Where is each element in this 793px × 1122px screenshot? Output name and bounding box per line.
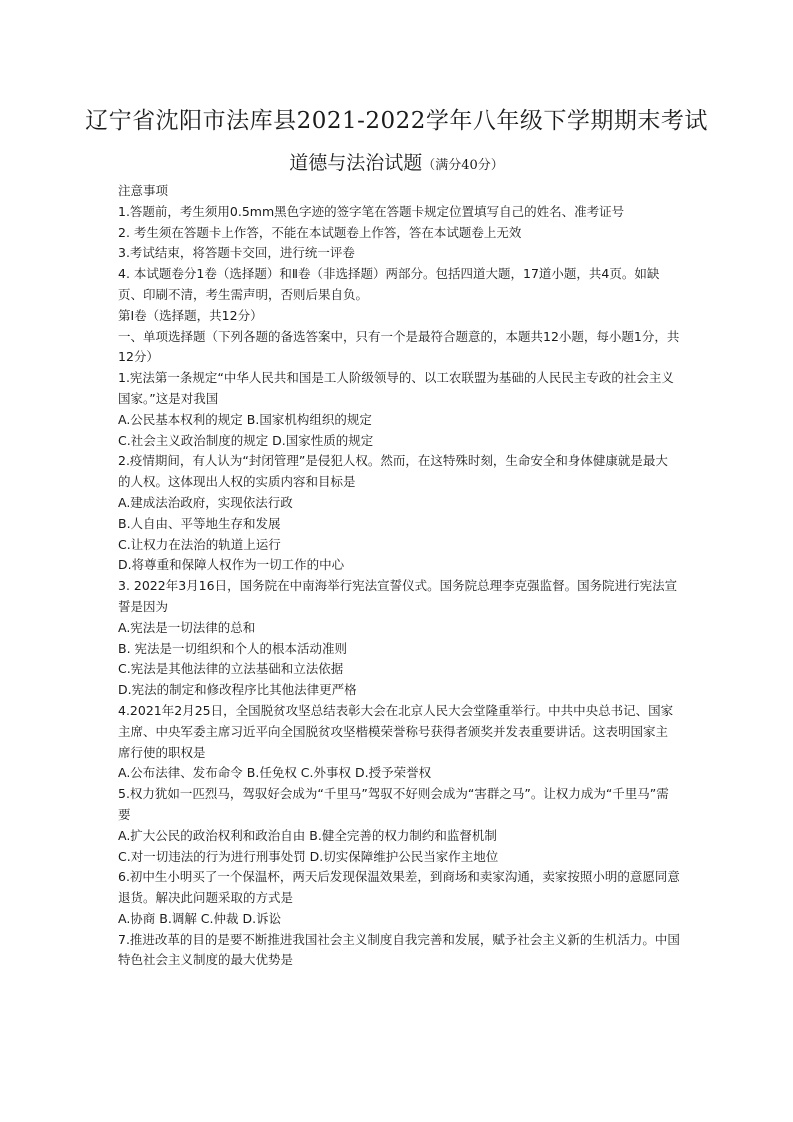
text-line: C.宪法是其他法律的立法基础和立法依据 <box>118 661 344 677</box>
text-line: C.对一切违法的行为进行刑事处罚 D.切实保障维护公民当家作主地位 <box>118 848 499 864</box>
exam-body <box>118 181 680 971</box>
text-line: 一、单项选择题（下列各题的备选答案中，只有一个是最符合题意的，本题共12小题，每小题1分，共12分） <box>118 328 680 365</box>
text-line: 2.疫情期间，有人认为“封闭管理”是侵犯人权。然而，在这特殊时刻，生命安全和身体健康就是最大的人权。这体现出人权的实质内容和目标是 <box>118 453 668 490</box>
text-line: B.人自由、平等地生存和发展 <box>118 515 281 531</box>
text-line: 3.考试结束，将答题卡交回，进行统一评卷 <box>118 245 355 261</box>
text-line: 第Ⅰ卷（选择题，共12分） <box>118 307 263 323</box>
text-line: 3. 2022年3月16日，国务院在中南海举行宪法宣誓仪式。国务院总理李克强监督。国务院进行宪法宣誓是因为 <box>118 578 678 614</box>
text-line: A.协商 B.调解 C.仲裁 D.诉讼 <box>118 910 282 926</box>
subtitle-main: 道德与法治试题 <box>289 152 423 174</box>
text-line: A.公民基本权利的规定 B.国家机构组织的规定 <box>118 411 372 427</box>
text-line: C.让权力在法治的轨道上运行 <box>118 536 281 552</box>
text-line: A.宪法是一切法律的总和 <box>118 619 256 635</box>
text-line: 6.初中生小明买了一个保温杯，两天后发现保温效果差，到商场和卖家沟通，卖家按照小明的意愿同意退货。解决此问题采取的方式是 <box>118 869 680 906</box>
text-line: A.建成法治政府，实现依法行政 <box>118 494 293 510</box>
text-line: D.将尊重和保障人权作为一切工作的中心 <box>118 557 345 573</box>
text-line: 1.宪法第一条规定“中华人民共和国是工人阶级领导的、以工农联盟为基础的人民民主专政的社会主义国家。”这是对我国 <box>118 370 674 406</box>
text-line: 4.2021年2月25日，全国脱贫攻坚总结表彰大会在北京人民大会堂隆重举行。中共中央总书记、国家主席、中央军委主席习近平向全国脱贫攻坚楷模荣誉称号获得者颁奖并发表重要讲话。这表明国家主席行使的职权是 <box>118 702 674 760</box>
text-line: 注意事项 <box>118 183 169 198</box>
text-line: A.公布法律、发布命令 B.任免权 C.外事权 D.授予荣誉权 <box>118 765 432 781</box>
text-line: 2. 考生须在答题卡上作答，不能在本试题卷上作答，答在本试题卷上无效 <box>118 224 522 240</box>
text-line: 4. 本试题卷分1卷（选择题）和Ⅱ卷（非选择题）两部分。包括四道大题，17道小题，共4页。如缺页、印刷不清，考生需声明，否则后果自负。 <box>118 266 660 302</box>
text-line: D.宪法的制定和修改程序比其他法律更严格 <box>118 682 357 698</box>
text-line: 1.答题前，考生须用0.5mm黑色字迹的签字笔在答题卡规定位置填写自己的姓名、准考证号 <box>118 203 625 219</box>
text-line: 7.推进改革的目的是要不断推进我国社会主义制度自我完善和发展，赋予社会主义新的生机活力。中国特色社会主义制度的最大优势是 <box>118 931 680 968</box>
text-line: A.扩大公民的政治权利和政治自由 B.健全完善的权力制约和监督机制 <box>118 827 497 843</box>
subtitle-score-note: （满分40分） <box>422 158 504 173</box>
text-line: B. 宪法是一切组织和个人的根本活动准则 <box>118 640 348 656</box>
text-line: C.社会主义政治制度的规定 D.国家性质的规定 <box>118 432 374 448</box>
exam-subtitle <box>0 148 793 175</box>
text-line: 5.权力犹如一匹烈马，驾驭好会成为“千里马”驾驭不好则会成为“害群之马”。让权力成为“千里马”需要 <box>118 786 669 822</box>
exam-title: 辽宁省沈阳市法库县2021-2022学年八年级下学期期末考试 <box>85 108 708 134</box>
